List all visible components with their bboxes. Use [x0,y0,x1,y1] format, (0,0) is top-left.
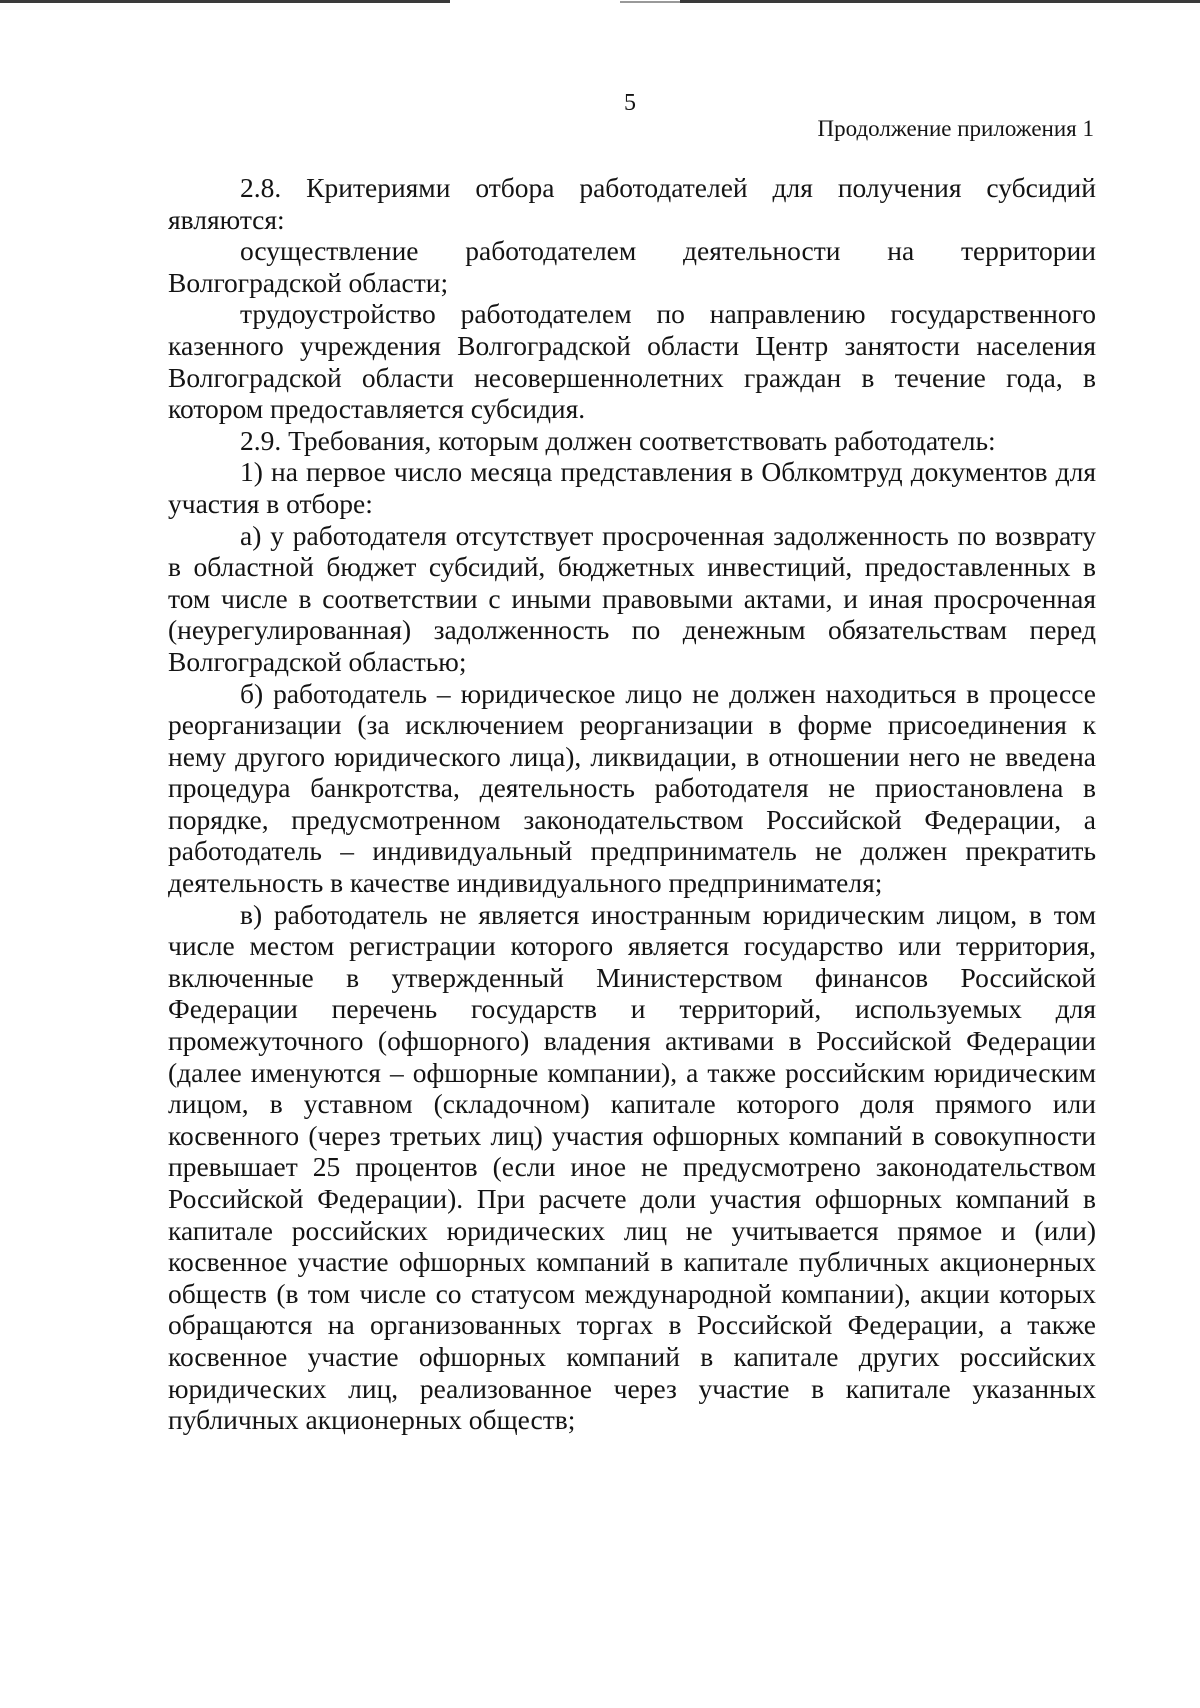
scan-edge-line [680,0,1200,3]
paragraph-requirement-v: в) работодатель не является иностранным юридическим лицом, в том числе местом регистрации которого является государство или территория, включенные в утвержденный Министерством финансов Российской Федерации перечень государств и территорий, используемых для промежуточного (офшорного) владения активами в Российской Федерации (далее именуются – офшорные компании), а также российским юридическим лицом, в уставном (складочном) капитале которого доля прямого или косвенного (через третьих лиц) участия офшорных компаний в совокупности превышает 25 процентов (если иное не предусмотрено законодательством Российской Федерации). При расчете доли участия офшорных компаний в капитале российских юридических лиц не учитывается прямое и (или) косвенное участие офшорных компаний в капитале публичных акционерных обществ (в том числе со статусом международной компании), акции которых обращаются на организованных торгах в Российской Федерации, а также косвенное участие офшорных компаний в капитале других российских юридических лиц, реализованное через участие в капитале указанных публичных акционерных обществ; [168,898,1096,1436]
paragraph-2-8: 2.8. Критериями отбора работодателей для получения субсидий являются: [168,172,1096,235]
appendix-continuation-label: Продолжение приложения 1 [817,116,1094,141]
scan-edge-mark [620,1,680,3]
page-number: 5 [624,90,636,116]
paragraph-requirement-b: б) работодатель – юридическое лицо не должен находиться в процессе реорганизации (за исключением реорганизации в форме присоединения к нему другого юридического лица), ликвидации, в отношении него не введена процедура банкротства, деятельность работодателя не приостановлена в порядке, предусмотренном законодательством Российской Федерации, а работодатель – индивидуальный предприниматель не должен прекратить деятельность в качестве индивидуального предпринимателя; [168,677,1096,899]
document-body [168,172,1096,1436]
paragraph-requirement-a: а) у работодателя отсутствует просроченная задолженность по возврату в областной бюджет субсидий, бюджетных инвестиций, предоставленных в том числе в соответствии с иными правовыми актами, и иная просроченная (неурегулированная) задолженность по денежным обязательствам перед Волгоградской областью; [168,519,1096,677]
paragraph-requirement-1: 1) на первое число месяца представления в Облкомтруд документов для участия в отборе: [168,456,1096,519]
paragraph-2-9: 2.9. Требования, которым должен соответствовать работодатель: [240,424,996,456]
scan-edge-line [0,0,450,3]
paragraph-criterion-2: трудоустройство работодателем по направлению государственного казенного учреждения Волгоградской области Центр занятости населения Волгоградской области несовершеннолетних граждан в течение года, в котором предоставляется субсидия. [168,298,1096,425]
paragraph-criterion-1: осуществление работодателем деятельности на территории Волгоградской области; [168,235,1096,298]
